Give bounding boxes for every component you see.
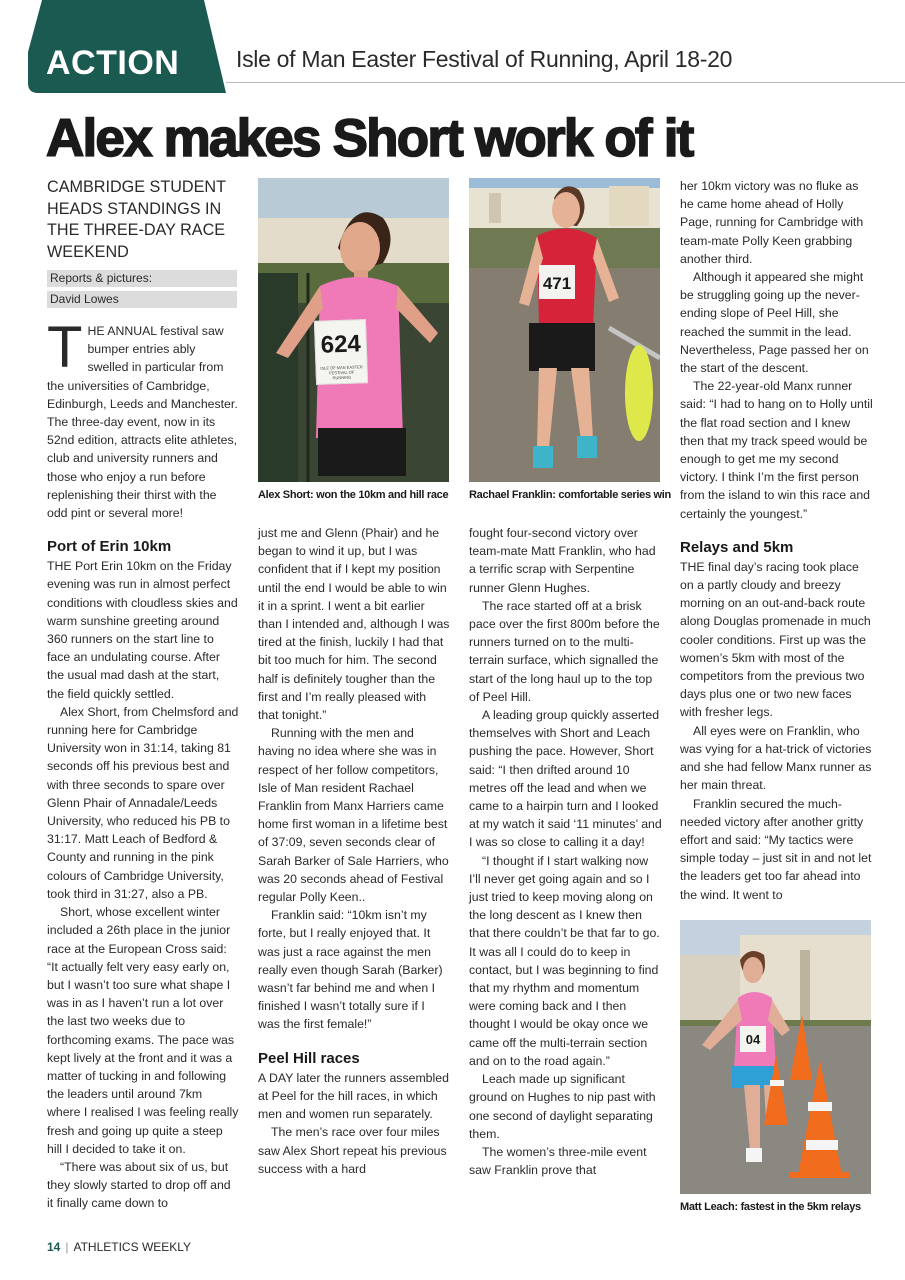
paragraph: A DAY later the runners assembled at Peel for the hill races, in which men and women run separately. bbox=[258, 1070, 449, 1122]
event-title: Isle of Man Easter Festival of Running, April 18-20 bbox=[236, 46, 733, 72]
intro-paragraph bbox=[47, 315, 239, 522]
page-number: 14 bbox=[47, 1240, 61, 1254]
column-1 bbox=[47, 315, 239, 1213]
intro-text: HE ANNUAL festival saw bumper entries ably swelled in particular from the universities of Cambridge, Edinburgh, Leeds and Manchester. The three-day event, now in its 52nd edition, attracts elite athletes, club and university runners and those who enjoy a run before replenishing their thirst with the odd pint or several more! bbox=[47, 324, 238, 521]
paragraph: The women’s three-mile event saw Franklin prove that bbox=[469, 1144, 647, 1178]
caption-matt-leach: Matt Leach: fastest in the 5km relays bbox=[680, 1201, 861, 1213]
paragraph: The race started off at a brisk pace over the first 800m before the runners turned on to the multi-terrain surface, which signalled the start of the long haul up to the top of Peel Hill. bbox=[469, 598, 660, 704]
dropcap: T bbox=[47, 315, 83, 380]
paragraph: Franklin secured the much-needed victory after another gritty effort and said: “My tactics were simple today – just sit in and not let the leaders get too far ahead into the wind. It went to bbox=[680, 796, 872, 902]
subheading-port-erin: Port of Erin 10km bbox=[47, 538, 172, 556]
photo-matt-leach bbox=[680, 920, 871, 1194]
column-3 bbox=[469, 524, 663, 1179]
photo-rachael-franklin bbox=[469, 178, 660, 482]
header-rule bbox=[226, 82, 905, 83]
credit-name: David Lowes bbox=[47, 291, 237, 308]
paragraph: Franklin said: “10km isn’t my forte, but I really enjoyed that. It was just a race against the men really even though Sarah (Barker) wasn’t far behind me and when I finished I wasn’t totally sure if I was the first female!” bbox=[258, 908, 443, 1032]
paragraph: THE Port Erin 10km on the Friday evening was run in almost perfect conditions with cloudless skies and warm sunshine greeting around 360 runners on the start line to face an undulating course. After the usual mad dash at the start, the field quickly settled. bbox=[47, 559, 238, 701]
subheading-relays: Relays and 5km bbox=[680, 538, 794, 556]
photo-alex-short bbox=[258, 178, 449, 482]
section-tab-label: ACTION bbox=[46, 44, 180, 82]
paragraph: The men’s race over four miles saw Alex Short repeat his previous success with a hard bbox=[258, 1125, 447, 1176]
bib-471 bbox=[539, 265, 575, 299]
caption-alex-short: Alex Short: won the 10km and hill race bbox=[258, 489, 449, 501]
paragraph: Short, whose excellent winter included a 26th place in the junior race at the European Cross said: “It actually felt very easy early on, but I wasn’t too sure what shape I was in as I haven’t run a lot over the last two weeks due to forthcoming exams. The pace was kept lively at the front and it was a matter of tucking in and following the leaders until around 7km where I realised I was feeling really fresh and going up quite a steep hill I decided to take it on. bbox=[47, 905, 239, 1156]
credit-label: Reports & pictures: bbox=[47, 270, 237, 287]
bib-event-text: ISLE OF MAN EASTER FESTIVAL OF RUNNING bbox=[320, 364, 363, 381]
paragraph: A leading group quickly asserted themselves with Short and Leach pushing the pace. However, Short said: “I then drifted around 10 metres off the lead and when we came to a hairpin turn and I looked at my watch it said ‘11 minutes’ and I was so close to calling it a day! bbox=[469, 708, 662, 850]
caption-rachael-franklin: Rachael Franklin: comfortable series win bbox=[469, 489, 671, 501]
bib-624 bbox=[314, 319, 368, 385]
page-footer bbox=[47, 1240, 191, 1254]
paragraph: her 10km victory was no fluke as he came home ahead of Holly Page, running for Cambridge with team-mate Polly Keen grabbing another third. bbox=[680, 179, 864, 266]
paragraph: just me and Glenn (Phair) and he began to wind it up, but I was confident that if I kept my position until the end I would be able to win it in a sprint. I went a bit earlier than I intended and, although I was tired at the finish, luckily I had that bit too much for him. The second half is definitely tougher than the first and I’m really pleased with that tonight.” bbox=[258, 526, 450, 723]
headline: Alex makes Short work of it bbox=[46, 109, 693, 168]
bib-04 bbox=[740, 1026, 766, 1052]
publication-name: ATHLETICS WEEKLY bbox=[73, 1240, 192, 1254]
paragraph: All eyes were on Franklin, who was vying for a hat-trick of victories and she had fellow Manx runner as her main threat. bbox=[680, 723, 872, 793]
paragraph: fought four-second victory over team-mate Matt Franklin, who had a terrific scrap with Serpentine runner Glenn Hughes. bbox=[469, 526, 656, 595]
footer-separator: | bbox=[65, 1240, 69, 1254]
column-4 bbox=[680, 177, 874, 904]
paragraph: THE final day’s racing took place on a partly cloudy and breezy morning on an out-and-back route along Douglas promenade in much cooler conditions. First up was the women’s 5km with most of the competitors from the previous two days plus one or two new faces with fresher legs. bbox=[680, 559, 871, 720]
bib-number: 624 bbox=[320, 330, 362, 359]
paragraph: “I thought if I start walking now I’ll never get going again and so I just tried to keep moving along on the long descent as I knew then that there couldn’t be that far to go. It was all I could do to keep in contact, but I was beginning to find that my rhythm and momentum were coming back and I then thought I would be okay once we came off the multi-terrain section and on to the road again.” bbox=[469, 853, 660, 1068]
column-2 bbox=[258, 524, 450, 1178]
bib-number: 471 bbox=[542, 274, 572, 293]
bib-number: 04 bbox=[745, 1032, 761, 1047]
standfirst: CAMBRIDGE STUDENT HEADS STANDINGS IN THE THREE-DAY RACE WEEKEND bbox=[47, 178, 226, 261]
subheading-peel-hill: Peel Hill races bbox=[258, 1049, 360, 1067]
section-tab bbox=[28, 0, 226, 93]
paragraph: Running with the men and having no idea where she was in respect of her follow competitors, Isle of Man resident Rachael Franklin from Manx Harriers came home first woman in a lifetime best of 37:09, seven seconds clear of Sarah Barker of Sale Harriers, who was 20 seconds ahead of Festival regular Polly Keen.. bbox=[258, 726, 449, 905]
paragraph: The 22-year-old Manx runner said: “I had to hang on to Holly until the flat road section and I knew then that my track speed would be enough to get me my second victory. I think I’m the first person from the island to win this race and certainly the youngest.” bbox=[680, 379, 873, 521]
paragraph: Although it appeared she might be struggling going up the never-ending slope of Peel Hill, she reached the summit in the lead. Nevertheless, Page passed her on the start of the descent. bbox=[680, 270, 869, 376]
paragraph: “There was about six of us, but they slowly started to drop off and it finally came down to bbox=[47, 1159, 231, 1211]
paragraph: Alex Short, from Chelmsford and running here for Cambridge University won in 31:14, taking 81 seconds off his previous best and with three seconds to spare over Glenn Phair of Annadale/Leeds University, who reduced his PB to 31:17. Matt Leach of Bedford & County and running in the pink colours of Cambridge University, took third in 31:27, also a PB. bbox=[47, 704, 239, 901]
paragraph: Leach made up significant ground on Hughes to nip past with one second of daylight separating them. bbox=[469, 1072, 656, 1141]
